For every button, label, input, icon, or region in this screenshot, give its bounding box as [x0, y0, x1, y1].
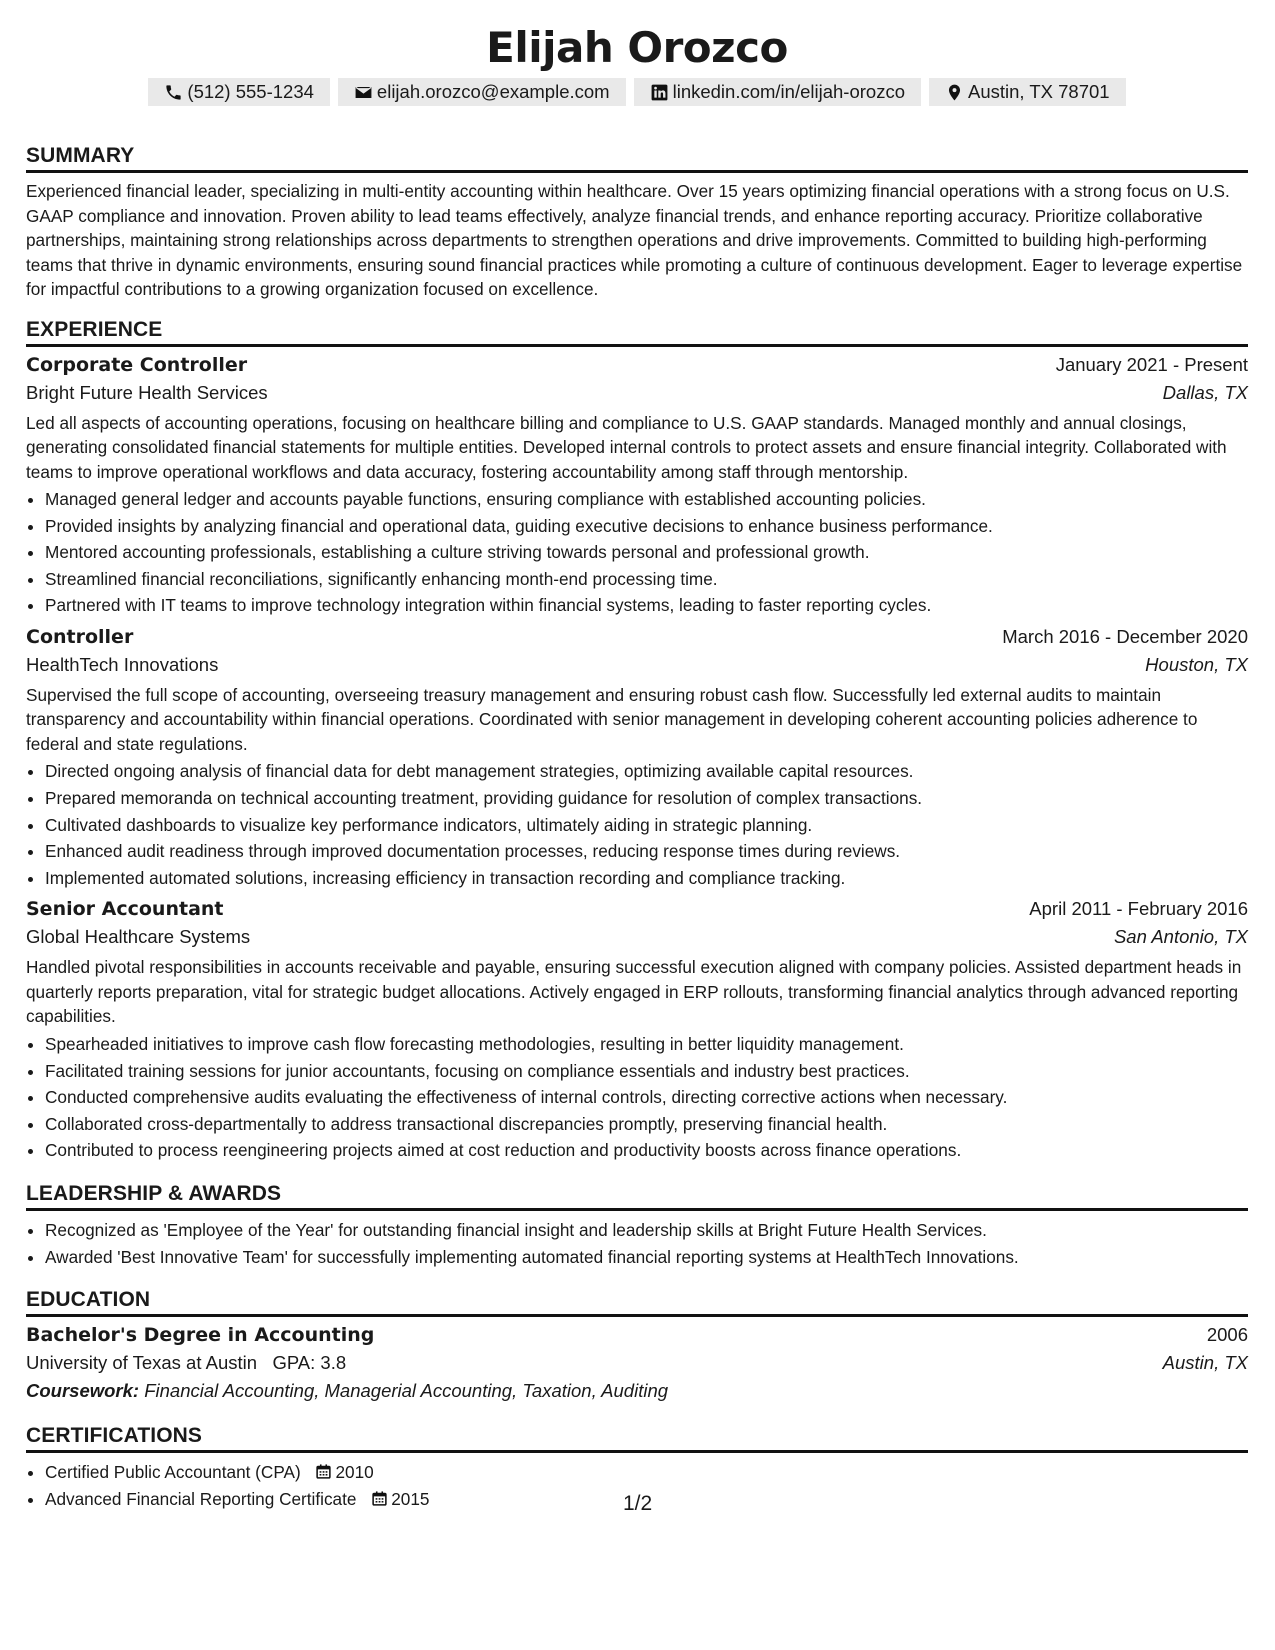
contact-phone-text: (512) 555-1234 — [187, 81, 314, 102]
coursework — [26, 1380, 1248, 1402]
list-item: • Implemented automated solutions, increasing efficiency in transaction recording and compliance tracking. — [45, 865, 1248, 892]
contact-bar — [26, 78, 1248, 106]
job-bullets — [26, 758, 1248, 891]
job-location: Dallas, TX — [1162, 381, 1248, 403]
experience-heading: EXPERIENCE — [26, 318, 1248, 347]
job-dates: January 2021 - Present — [1055, 353, 1248, 375]
contact-phone — [148, 78, 330, 106]
list-item: • Spearheaded initiatives to improve cash flow forecasting methodologies, resulting in better liquidity management. — [45, 1031, 1248, 1058]
list-item — [45, 1459, 1248, 1486]
coursework-list: Financial Accounting, Managerial Accounting, Taxation, Auditing — [144, 1380, 669, 1402]
contact-email-text: elijah.orozco@example.com — [376, 81, 610, 102]
list-item: • Contributed to process reengineering projects aimed at cost reduction and productivity boosts across finance operations. — [45, 1137, 1248, 1164]
list-item: • Mentored accounting professionals, establishing a culture striving towards personal and professional growth. — [45, 539, 1248, 566]
list-item: • Provided insights by analyzing financial and operational data, guiding executive decisions to enhance business performance. — [45, 513, 1248, 540]
job-dates: April 2011 - February 2016 — [1029, 898, 1248, 920]
leadership-heading: LEADERSHIP & AWARDS — [26, 1182, 1248, 1211]
summary-text: Experienced financial leader, specializing in multi-entity accounting within healthcare. Over 15 years optimizing financial operations with a strong focus on U.S. GAAP compliance and innovation. Proven ability to lead teams effectively, analyze financial trends, and enhance reporting accuracy. Prioritize collaborative partnerships, maintaining strong relationships across departments to strengthen operations and drive improvements. Committed to building high-performing teams that thrive in dynamic environments, ensuring sound financial practices while promoting a culture of continuous development. Eager to leverage expertise for impactful contributions to a growing organization focused on excellence. — [26, 181, 1243, 299]
certification-year: 2010 — [335, 1462, 374, 1483]
job-location: San Antonio, TX — [1113, 926, 1248, 948]
certification-year: 2015 — [391, 1488, 430, 1509]
job-entry — [26, 354, 1248, 619]
coursework-label: Coursework: — [26, 1380, 140, 1402]
job-company: HealthTech Innovations — [26, 653, 219, 675]
envelope-icon — [354, 83, 373, 102]
job-title: Controller — [26, 625, 134, 648]
contact-location-text: Austin, TX 78701 — [967, 81, 1110, 102]
linkedin-icon — [650, 83, 669, 102]
job-description: Handled pivotal responsibilities in accounts receivable and payable, ensuring successful execution aligned with company policies. Assisted department heads in quarterly reports preparation, vital for strategic budget allocations. Actively engaged in ERP rollouts, transforming financial analytics through advanced reporting capabilities. — [26, 957, 1242, 1027]
list-item: • Recognized as 'Employee of the Year' for outstanding financial insight and leadership skills at Bright Future Health Services. — [45, 1217, 1248, 1244]
certification-name: Certified Public Accountant (CPA) — [45, 1462, 301, 1483]
education-entry — [26, 1324, 1248, 1402]
contact-linkedin-text: linkedin.com/in/elijah-orozco — [672, 81, 905, 102]
calendar-icon — [371, 1490, 388, 1507]
list-item: • Prepared memoranda on technical accounting treatment, providing guidance for resolution of complex transactions. — [45, 785, 1248, 812]
job-title: Senior Accountant — [26, 898, 224, 921]
page-number: 1/2 — [623, 1492, 653, 1515]
education-heading: EDUCATION — [26, 1288, 1248, 1317]
job-dates: March 2016 - December 2020 — [1002, 625, 1248, 647]
job-company: Global Healthcare Systems — [26, 926, 251, 948]
job-entry — [26, 898, 1248, 1163]
candidate-name: Elijah Orozco — [486, 23, 788, 72]
job-description: Supervised the full scope of accounting, overseeing treasury management and ensuring robust cash flow. Successfully led external audits to maintain transparency and accountability within financial operations. Coordinated with senior management in developing coherent accounting policies adherence to federal and state regulations. — [26, 684, 1198, 754]
resume-page — [26, 0, 1248, 1512]
list-item: • Managed general ledger and accounts payable functions, ensuring compliance with established accounting policies. — [45, 486, 1248, 513]
calendar-icon — [315, 1463, 332, 1480]
list-item: • Enhanced audit readiness through improved documentation processes, reducing response times during reviews. — [45, 838, 1248, 865]
certification-name: Advanced Financial Reporting Certificate — [45, 1488, 357, 1509]
certifications-heading: CERTIFICATIONS — [26, 1424, 1248, 1453]
job-company: Bright Future Health Services — [26, 381, 268, 403]
list-item: • Conducted comprehensive audits evaluating the effectiveness of internal controls, directing corrective actions when necessary. — [45, 1084, 1248, 1111]
graduation-year: 2006 — [1206, 1324, 1248, 1346]
contact-location — [929, 78, 1126, 106]
map-pin-icon — [945, 83, 964, 102]
list-item: • Cultivated dashboards to visualize key performance indicators, ultimately aiding in strategic planning. — [45, 812, 1248, 839]
degree: Bachelor's Degree in Accounting — [26, 1324, 375, 1347]
list-item: • Collaborated cross-departmentally to address transactional discrepancies promptly, preserving financial health. — [45, 1111, 1248, 1138]
job-location: Houston, TX — [1145, 653, 1248, 675]
list-item: • Streamlined financial reconciliations, significantly enhancing month-end processing time. — [45, 566, 1248, 593]
school-line — [26, 1352, 346, 1374]
list-item: • Facilitated training sessions for junior accountants, focusing on compliance essentials and industry best practices. — [45, 1058, 1248, 1085]
job-entry — [26, 626, 1248, 891]
school-name: University of Texas at Austin — [26, 1352, 258, 1374]
leadership-bullets — [26, 1217, 1248, 1270]
phone-icon — [164, 83, 183, 102]
job-description: Led all aspects of accounting operations, focusing on healthcare billing and compliance to U.S. GAAP standards. Managed monthly and annual closings, generating consolidated financial statements for multiple entities. Developed internal controls to protect assets and ensure financial integrity. Collaborated with teams to improve operational workflows and data accuracy, fostering accountability among staff through mentorship. — [26, 412, 1227, 482]
job-title: Corporate Controller — [26, 353, 248, 376]
contact-linkedin[interactable] — [634, 78, 921, 106]
summary-heading: SUMMARY — [26, 144, 1248, 173]
gpa: GPA: 3.8 — [272, 1352, 347, 1374]
contact-email[interactable] — [338, 78, 626, 106]
job-bullets — [26, 1031, 1248, 1164]
job-bullets — [26, 486, 1248, 619]
list-item: • Awarded 'Best Innovative Team' for successfully implementing automated financial reporting systems at HealthTech Innovations. — [45, 1244, 1248, 1271]
list-item: • Partnered with IT teams to improve technology integration within financial systems, leading to faster reporting cycles. — [45, 592, 1248, 619]
school-location: Austin, TX — [1162, 1352, 1248, 1374]
list-item: • Directed ongoing analysis of financial data for debt management strategies, optimizing available capital resources. — [45, 758, 1248, 785]
